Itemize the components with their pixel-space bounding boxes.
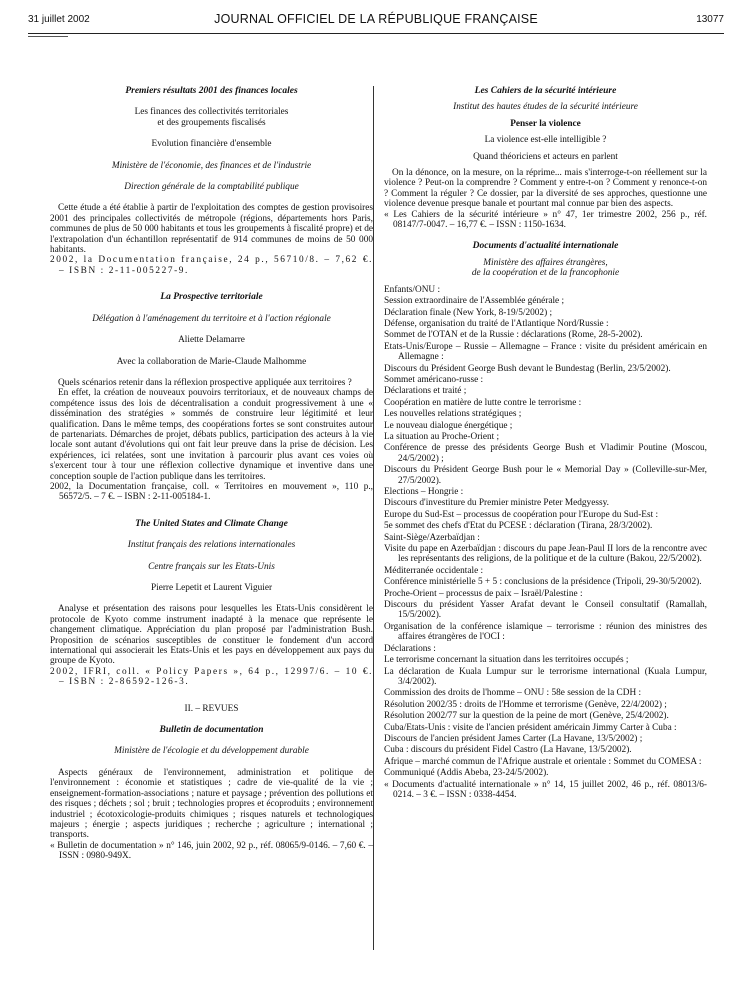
contents-item: Résolution 2002/35 : droits de l'Homme et terrorisme (Genève, 22/4/2002) ; bbox=[384, 699, 667, 710]
subtitle: et des groupements fiscalisés bbox=[157, 117, 266, 128]
section-title: Les Cahiers de la sécurité intérieure bbox=[474, 86, 617, 96]
right-column bbox=[384, 86, 707, 800]
contents-item: Discours du président Yasser Arafat devant le Conseil consultatif (Ramallah, 15/5/2002). bbox=[384, 600, 707, 621]
contents-item: Europe du Sud-Est – processus de coopération pour l'Europe du Sud-Est : bbox=[384, 509, 659, 520]
question: Quels scénarios retenir dans la réflexion prospective appliquée aux territoires ? bbox=[58, 377, 352, 388]
publication-reference: 2002, IFRI, coll. « Policy Papers », 64 p., 12997/6. – 10 €. – ISBN : 2-86592-126-3. bbox=[50, 666, 373, 688]
ministry: de la coopération et de la francophonie bbox=[471, 268, 620, 279]
contents-item: Déclaration finale (New York, 8-19/5/2002) ; bbox=[384, 307, 553, 318]
page-header bbox=[28, 12, 724, 32]
entry-climate-change bbox=[50, 519, 373, 688]
contents-item: Cuba/Etats-Unis : visite de l'ancien président américain Jimmy Carter à Cuba : bbox=[384, 722, 677, 733]
contents-list bbox=[384, 285, 707, 779]
entry-finances-locales bbox=[50, 86, 373, 276]
contents-item: Coopération en matière de lutte contre le terrorisme : bbox=[384, 397, 582, 408]
subtitle: Evolution financière d'ensemble bbox=[151, 139, 272, 150]
contents-item: Discours de l'ancien président James Carter (La Havane, 13/5/2002) ; bbox=[384, 733, 643, 744]
contents-item: Enfants/ONU : bbox=[384, 284, 441, 295]
section-title: The United States and Climate Change bbox=[135, 518, 288, 529]
contents-item: Résolution 2002/77 sur la question de la peine de mort (Genève, 25/4/2002). bbox=[384, 711, 669, 722]
contents-item: Le nouveau dialogue énergétique ; bbox=[384, 420, 513, 431]
publication-reference: « Les Cahiers de la sécurité intérieure » n° 47, 1er trimestre 2002, 256 p., réf. 08147/7-0047. – 16,77 €. – ISSN : 1150-1634. bbox=[384, 209, 707, 231]
authors: Pierre Lepetit et Laurent Viguier bbox=[150, 583, 273, 593]
contents-item: Session extraordinaire de l'Assemblée générale ; bbox=[384, 296, 565, 307]
header-date: 31 juillet 2002 bbox=[28, 14, 90, 25]
direction: Direction générale de la comptabilité publique bbox=[124, 182, 299, 193]
collaboration: Avec la collaboration de Marie-Claude Malhomme bbox=[116, 356, 307, 367]
entry-documents-actualite bbox=[384, 241, 707, 800]
contents-item: Communiqué (Addis Abeba, 23-24/5/2002). bbox=[384, 768, 549, 779]
section-title: Documents d'actualité internationale bbox=[472, 241, 619, 252]
contents-item: Visite du pape en Azerbaïdjan : discours du pape Jean-Paul II lors de la rencontre avec les représentants des religions, de la politique et de la culture (Bakou, 22/5/2002). bbox=[384, 544, 707, 565]
subtitle: Les finances des collectivités territoriales bbox=[134, 107, 289, 118]
contents-item: Les nouvelles relations stratégiques ; bbox=[384, 409, 522, 420]
institute: Institut français des relations internationales bbox=[127, 540, 296, 551]
abstract: Aspects généraux de l'environnement, administration et politique de l'environnement : économie et statistiques ; cadre de vie-qualité de la vie ; enseignement-formation-associations ; nature et paysage ; prévention des pollutions et des risques ; déchets ; sol ; bruit ; technologies propres et écoproduits ; environnement industriel ; écotoxicologie-produits chimiques ; risques naturels et technologiques majeurs ; énergie ; aspects juridiques ; recherche ; agriculture ; international ; transports. bbox=[50, 767, 373, 841]
publication-reference: 2002, la Documentation française, coll. « Territoires en mouvement », 110 p., 56572/5. – 7 €. – ISBN : 2-11-005184-1. bbox=[50, 481, 373, 503]
contents-item: Méditerranée occidentale : bbox=[384, 565, 484, 576]
page-number: 13077 bbox=[696, 14, 724, 25]
contents-item: La déclaration de Kuala Lumpur sur le terrorisme international (Kuala Lumpur, 3/4/2002). bbox=[384, 666, 707, 687]
header-rule-short bbox=[28, 36, 68, 37]
contents-item: Discours d'investiture du Premier ministre Peter Medgyessy. bbox=[384, 498, 609, 509]
ministry: Ministère des affaires étrangères, bbox=[483, 257, 608, 268]
abstract: En effet, la création de nouveaux pouvoirs territoriaux, et de nouveaux champs de compétence issus des lois de décentralisation a conduit progressivement à une « dissémination des stratégies » sommés de construire leur légitimité et leur qualification. Dans le même temps, des coopérations fortes se sont construites autour de partenariats. Démarches de projet, débats publics, participation des acteurs à la vie locale sont autant d'évolutions qui ont fait leur preuve dans la prise de décision. Les expériences, ici relatées, sont une invitation à parcourir plus avant ces voies où s'exercent tour à tour une réflexion collective dynamique et inventive dans une conception souple de l'action publique dans les territoires. bbox=[50, 388, 373, 482]
contents-item: Elections – Hongrie : bbox=[384, 487, 464, 497]
section-title: Bulletin de documentation bbox=[159, 725, 264, 736]
entry-prospective-territoriale bbox=[50, 292, 373, 503]
contents-item: La situation au Proche-Orient ; bbox=[384, 431, 500, 442]
publication-reference: « Documents d'actualité internationale » n° 14, 15 juillet 2002, 46 p., réf. 08013/6-0214. – 3 €. – ISSN : 0338-4454. bbox=[384, 779, 707, 800]
section-title: La Prospective territoriale bbox=[160, 292, 263, 303]
part-heading: II. – REVUES bbox=[184, 703, 239, 714]
contents-item: Saint-Siège/Azerbaïdjan : bbox=[384, 532, 480, 543]
publication-reference: « Bulletin de documentation » n° 146, juin 2002, 92 p., réf. 08065/9-0146. – 7,60 €. – ISSN : 0980-949X. bbox=[50, 840, 373, 862]
contents-item: Sommet américano-russe : bbox=[384, 374, 484, 385]
column-divider bbox=[373, 86, 374, 950]
delegation: Délégation à l'aménagement du territoire et à l'action régionale bbox=[92, 313, 331, 324]
contents-item: Conférence de presse des présidents George Bush et Vladimir Poutine (Moscou, 24/5/2002) ; bbox=[384, 443, 707, 464]
contents-item: Défense, organisation du traité de l'Atlantique Nord/Russie : bbox=[384, 318, 609, 329]
author: Aliette Delamarre bbox=[178, 335, 245, 346]
contents-item: Déclarations : bbox=[384, 643, 436, 654]
subtitle: La violence est-elle intelligible ? bbox=[484, 135, 607, 146]
entry-bulletin-documentation bbox=[50, 704, 373, 862]
section-title: Premiers résultats 2001 des finances locales bbox=[125, 86, 298, 96]
contents-item: Organisation de la conférence islamique – terrorisme : réunion des ministres des affaires étrangères de l'OCI : bbox=[384, 621, 707, 643]
journal-title: JOURNAL OFFICIEL DE LA RÉPUBLIQUE FRANÇAISE bbox=[214, 12, 538, 26]
contents-item: Discours du Président George Bush devant le Bundestag (Berlin, 23/5/2002). bbox=[384, 363, 671, 374]
abstract: Analyse et présentation des raisons pour lesquelles les Etats-Unis considèrent le protocole de Kyoto comme instrument inadapté à la menace que représente le changement climatique. Appréciation du plan proposé par l'administration Bush. Proposition de scénarios susceptibles de constituer le fondement d'un accord international qui associerait les Etats-Unis et les pays en développement aux pays du groupe de Kyoto. bbox=[50, 604, 373, 667]
contents-item: Proche-Orient – processus de paix – Israël/Palestine : bbox=[384, 588, 583, 599]
centre: Centre français sur les Etats-Unis bbox=[148, 561, 275, 572]
abstract: On la dénonce, on la mesure, on la réprime... mais s'interroge-t-on réellement sur la violence ? Peut-on la comprendre ? Comment y entre-t-on ? Comment y renonce-t-on ? Comment la réguler ? Ce dossier, par la diversité de ses approches, questionne une violence devenue presque banale et pourtant mal connue par bien des aspects. bbox=[384, 168, 707, 210]
contents-item: Sommet de l'OTAN et de la Russie : déclarations (Rome, 28-5-2002). bbox=[384, 330, 643, 341]
contents-item: Déclarations et traité ; bbox=[384, 386, 467, 397]
contents-item: Etats-Unis/Europe – Russie – Allemagne – France : visite du président américain en Allemagne : bbox=[384, 341, 707, 363]
left-column bbox=[50, 86, 373, 862]
contents-item: Afrique – marché commun de l'Afrique australe et orientale : Sommet du COMESA : bbox=[384, 756, 702, 767]
contents-item: Conférence ministérielle 5 + 5 : conclusions de la présidence (Tripoli, 29-30/5/2002). bbox=[384, 577, 702, 588]
subtitle: Quand théoriciens et acteurs en parlent bbox=[473, 151, 618, 162]
contents-item: Cuba : discours du président Fidel Castro (La Havane, 13/5/2002). bbox=[384, 745, 632, 756]
header-rule bbox=[28, 33, 724, 34]
contents-item: Le terrorisme concernant la situation dans les territoires occupés ; bbox=[384, 655, 629, 666]
ministry: Ministère de l'écologie et du développement durable bbox=[114, 746, 309, 757]
contents-item: Discours du Président George Bush pour le « Memorial Day » (Colleville-sur-Mer, 27/5/2002). bbox=[384, 465, 707, 486]
abstract: Cette étude a été établie à partir de l'exploitation des comptes de gestion provisoires 2001 des principales collectivités de métropole (régions, départements hors Paris, communes de plus de 50 000 habitants et tous les groupements à fiscalité propre) et de l'extrapolation d'un échantillon représentatif de 914 communes de moins de 50 000 habitants. bbox=[50, 203, 373, 256]
entry-cahiers-securite bbox=[384, 86, 707, 230]
institute: Institut des hautes études de la sécurité intérieure bbox=[453, 102, 638, 113]
ministry: Ministère de l'économie, des finances et de l'industrie bbox=[111, 160, 312, 171]
contents-item: Commission des droits de l'homme – ONU : 58e session de la CDH : bbox=[384, 688, 642, 699]
subtitle: Penser la violence bbox=[510, 118, 581, 129]
publication-reference: 2002, la Documentation française, 24 p., 56710/8. – 7,62 €. – ISBN : 2-11-005227-9. bbox=[50, 255, 373, 276]
contents-item: 5e sommet des chefs d'Etat du PCESE : déclaration (Tirana, 28/3/2002). bbox=[384, 521, 653, 532]
